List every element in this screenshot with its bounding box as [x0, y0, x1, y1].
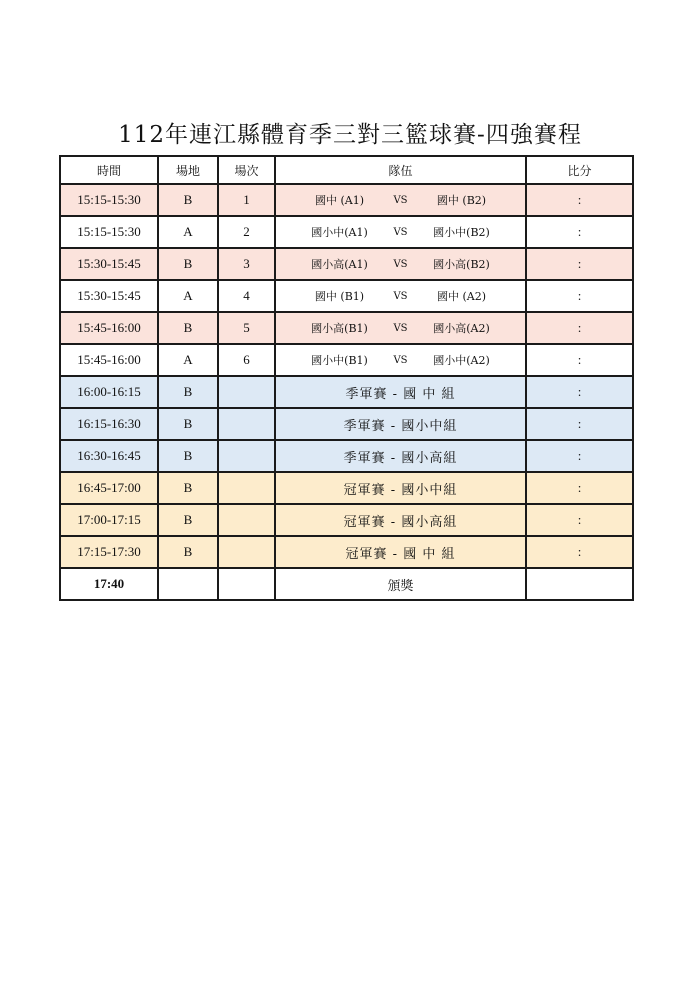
cell-game: [218, 568, 275, 600]
team-away: 國中 (B2): [436, 194, 487, 207]
team-home: 國中 (A1): [314, 194, 365, 207]
award-row: [60, 568, 633, 600]
header-court: 場地: [158, 156, 218, 184]
cell-time: 15:45-16:00: [60, 344, 158, 376]
cell-time: 15:30-15:45: [60, 280, 158, 312]
cell-game: 4: [218, 280, 275, 312]
cell-event: 季軍賽 - 國小中組: [275, 408, 526, 440]
cell-game: 6: [218, 344, 275, 376]
cell-game: 5: [218, 312, 275, 344]
team-home: 國小中(A1): [311, 226, 368, 239]
team-home: 國小中(B1): [311, 354, 368, 367]
cell-time: 16:45-17:00: [60, 472, 158, 504]
team-away: 國小中(B2): [433, 226, 490, 239]
cell-court: B: [158, 248, 218, 280]
header-score: 比分: [526, 156, 633, 184]
cell-score: :: [526, 248, 633, 280]
cell-score: :: [526, 408, 633, 440]
cell-score: [526, 568, 633, 600]
table-row: [60, 216, 633, 248]
cell-court: B: [158, 184, 218, 216]
cell-court: B: [158, 504, 218, 536]
cell-game: 2: [218, 216, 275, 248]
vs-label: VS: [393, 290, 408, 302]
header-time: 時間: [60, 156, 158, 184]
cell-court: B: [158, 408, 218, 440]
cell-time: 16:15-16:30: [60, 408, 158, 440]
cell-court: B: [158, 312, 218, 344]
team-home: 國小高(B1): [311, 322, 368, 335]
table-row: [60, 504, 633, 536]
cell-event: 季軍賽 - 國 中 組: [275, 376, 526, 408]
team-away: 國小中(A2): [433, 354, 490, 367]
cell-game: [218, 376, 275, 408]
cell-time: 15:30-15:45: [60, 248, 158, 280]
table-row: [60, 440, 633, 472]
cell-score: :: [526, 440, 633, 472]
team-away: 國小高(A2): [433, 322, 490, 335]
cell-court: B: [158, 536, 218, 568]
table-row: [60, 536, 633, 568]
cell-time: 16:00-16:15: [60, 376, 158, 408]
team-home: 國小高(A1): [311, 258, 368, 271]
cell-event: 冠軍賽 - 國 中 組: [275, 536, 526, 568]
table-row: [60, 344, 633, 376]
cell-game: 3: [218, 248, 275, 280]
cell-event: 冠軍賽 - 國小中組: [275, 472, 526, 504]
schedule-table: [59, 155, 634, 601]
vs-label: VS: [393, 226, 408, 238]
cell-teams: [275, 280, 526, 312]
cell-score: :: [526, 504, 633, 536]
cell-teams: [275, 248, 526, 280]
cell-score: :: [526, 184, 633, 216]
vs-label: VS: [393, 322, 408, 334]
table-row: [60, 472, 633, 504]
cell-time: 16:30-16:45: [60, 440, 158, 472]
cell-time: 15:45-16:00: [60, 312, 158, 344]
cell-score: :: [526, 216, 633, 248]
cell-time: 15:15-15:30: [60, 184, 158, 216]
award-time: 17:40: [60, 568, 158, 600]
cell-score: :: [526, 280, 633, 312]
cell-court: A: [158, 216, 218, 248]
table-row: [60, 248, 633, 280]
table-row: [60, 280, 633, 312]
cell-score: :: [526, 344, 633, 376]
cell-court: A: [158, 344, 218, 376]
cell-game: [218, 504, 275, 536]
cell-teams: [275, 216, 526, 248]
cell-game: [218, 472, 275, 504]
cell-court: B: [158, 472, 218, 504]
cell-event: 冠軍賽 - 國小高組: [275, 504, 526, 536]
table-row: [60, 376, 633, 408]
page-title: 112年連江縣體育季三對三籃球賽-四強賽程: [118, 122, 582, 148]
cell-time: 17:00-17:15: [60, 504, 158, 536]
table-row: [60, 408, 633, 440]
table-row: [60, 184, 633, 216]
vs-label: VS: [393, 354, 408, 366]
cell-teams: [275, 184, 526, 216]
team-home: 國中 (B1): [314, 290, 365, 303]
cell-court: [158, 568, 218, 600]
header-row: [60, 156, 633, 184]
cell-court: A: [158, 280, 218, 312]
cell-event: 季軍賽 - 國小高組: [275, 440, 526, 472]
header-game: 場次: [218, 156, 275, 184]
cell-court: B: [158, 440, 218, 472]
cell-teams: [275, 344, 526, 376]
table-row: [60, 312, 633, 344]
cell-teams: [275, 312, 526, 344]
cell-score: :: [526, 472, 633, 504]
header-teams: 隊伍: [275, 156, 526, 184]
team-away: 國小高(B2): [433, 258, 490, 271]
cell-score: :: [526, 536, 633, 568]
cell-court: B: [158, 376, 218, 408]
cell-game: 1: [218, 184, 275, 216]
cell-game: [218, 536, 275, 568]
cell-time: 15:15-15:30: [60, 216, 158, 248]
cell-score: :: [526, 376, 633, 408]
team-away: 國中 (A2): [436, 290, 487, 303]
vs-label: VS: [393, 194, 408, 206]
cell-score: :: [526, 312, 633, 344]
cell-game: [218, 408, 275, 440]
cell-game: [218, 440, 275, 472]
award-label: 頒獎: [275, 568, 526, 600]
vs-label: VS: [393, 258, 408, 270]
cell-time: 17:15-17:30: [60, 536, 158, 568]
